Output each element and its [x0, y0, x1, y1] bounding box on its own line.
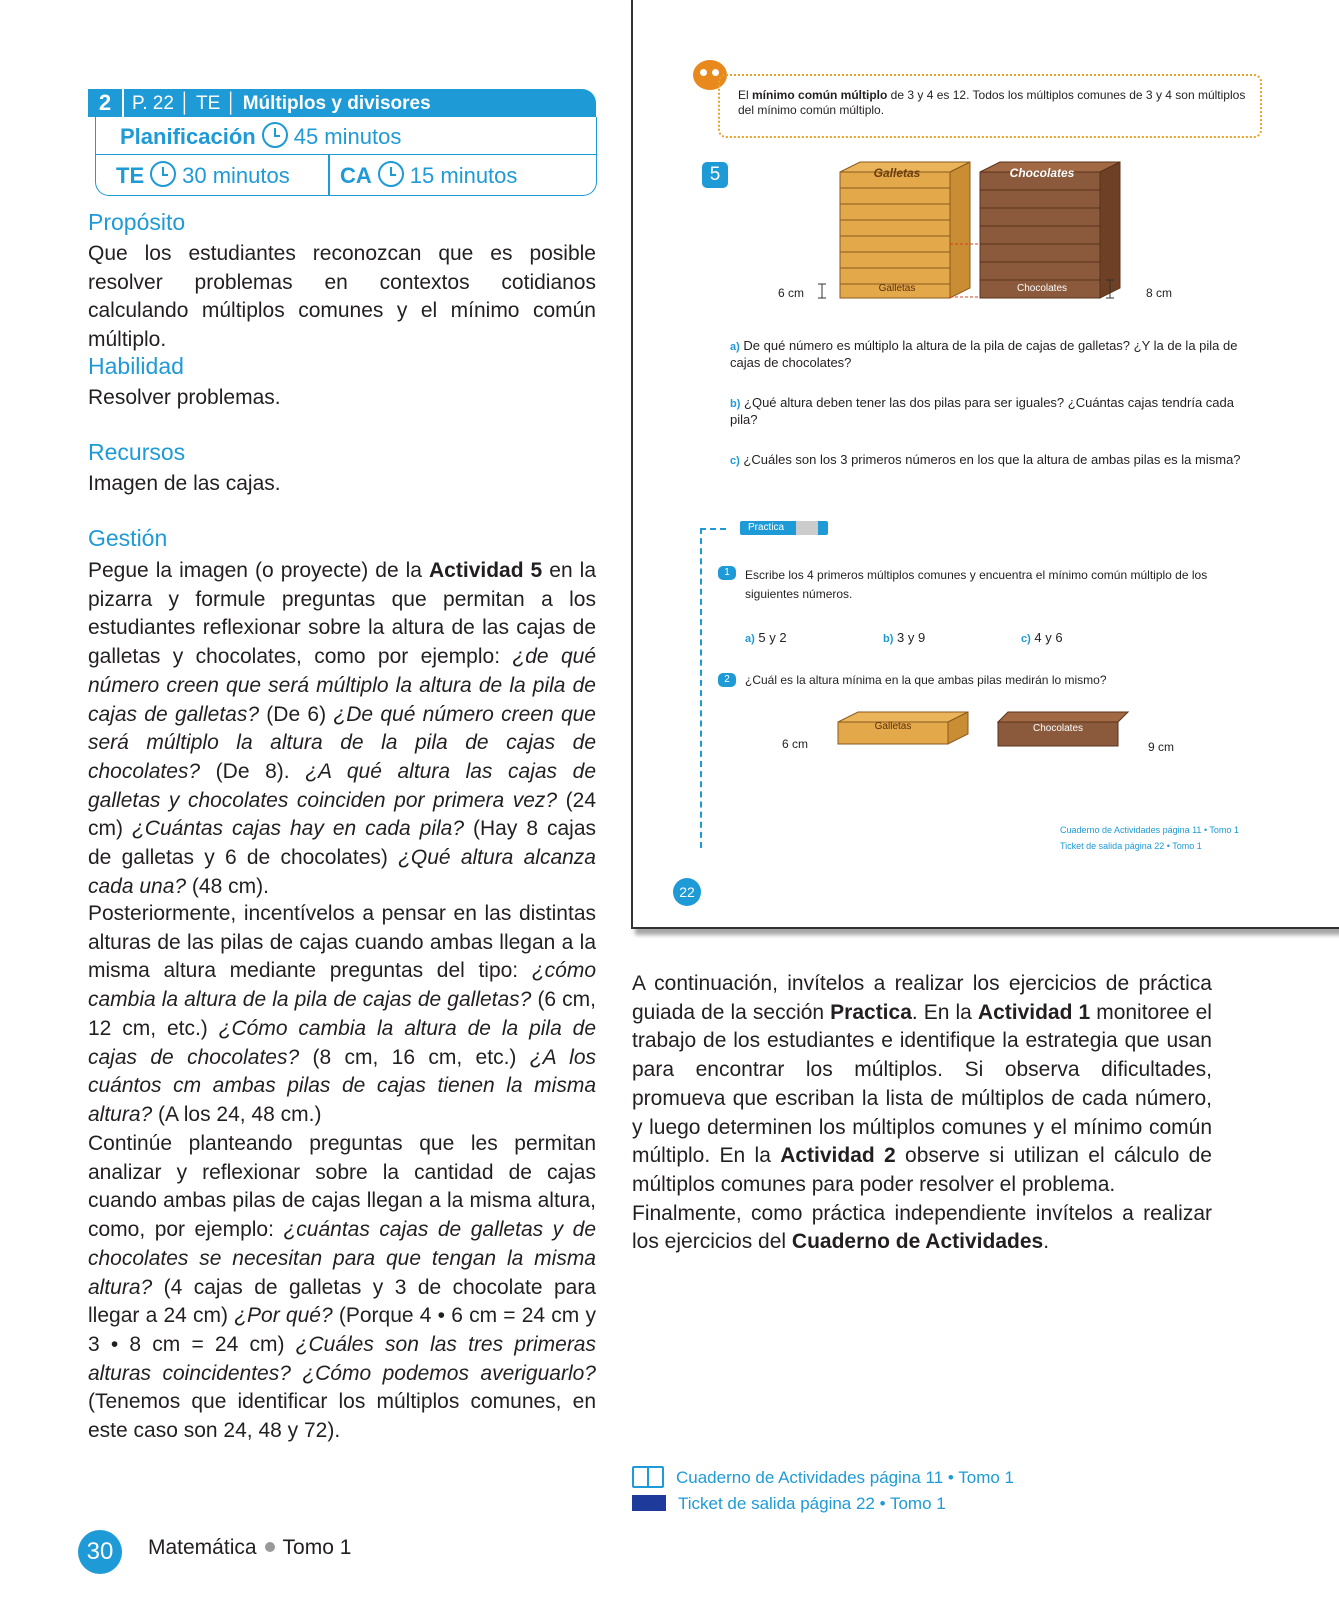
lesson-reference	[132, 93, 431, 115]
right-column-text: A continuación, invítelos a realizar los ejercicios de práctica guiada de la sección Practica. En la Actividad 1 monitoree el trabajo de los estudiantes e identifique la estrategia que usan para encontrar los múltiplos. Si observa dificultades, promueva que escriban la lista de múltiplos de cada número, y luego determinen los múltiplos comunes y el mínimo común múltiplo. En la Actividad 2 observe si utilizan el cálculo de múltiplos comunes para poder resolver el problema. Finalmente, como práctica independiente invítelos a realizar los ejercicios del Cuaderno de Actividades.	[632, 972, 1212, 1254]
footer-label: Matemática Tomo 1	[148, 1536, 352, 1559]
book-icon	[632, 1466, 664, 1488]
reference-cuaderno: Cuaderno de Actividades página 11 • Tomo 1	[632, 1466, 1014, 1488]
ca-time: 15 minutos	[409, 163, 518, 188]
box-stacks-illustration	[760, 160, 1200, 310]
question-b: b) ¿Qué altura deben tener las dos pilas para ser iguales? ¿Cuántas cajas tendría cada pila?	[730, 395, 1234, 427]
gestion-paragraph-2: Posteriormente, incentívelos a pensar en las distintas alturas de las pilas de cajas cuando ambas llegan a la misma altura mediante preguntas del tipo: ¿cómo cambia la altura de la pila de cajas de galletas? (6 cm, 12 cm, etc.) ¿Cómo cambia la altura de la pila de cajas de chocolates? (8 cm, 16 cm, etc.) ¿A los cuántos cm ambas pilas de cajas tienen la misma altura? (A los 24, 48 cm.)	[88, 902, 597, 1126]
divider	[328, 155, 330, 195]
clock-icon	[150, 161, 176, 187]
time-split-row	[96, 155, 596, 195]
planning-row	[96, 117, 596, 155]
recursos-title: Recursos	[88, 439, 186, 465]
gestion-title: Gestión	[88, 525, 168, 551]
ticket-icon	[632, 1495, 666, 1511]
lesson-topic: Múltiplos y divisores	[242, 93, 431, 114]
practica-dashed-line	[700, 528, 726, 530]
proposito-text: Que los estudiantes reconozcan que es posible resolver problemas en contextos cotidianos calculando múltiplos comunes y el mínimo común múltiplo.	[88, 242, 596, 352]
ca-label: CA	[340, 163, 372, 188]
clock-icon	[262, 122, 288, 148]
ex2-chocolates-height: 9 cm	[1148, 740, 1175, 754]
gestion-paragraph-3: Continúe planteando preguntas que les permitan analizar y reflexionar sobre la cantidad de cajas cuando ambas pilas de cajas llegan a la misma altura, como, por ejemplo: ¿cuántas cajas de galletas y de chocolates se necesitan para que tengan la misma altura? (4 cajas de galletas y 3 de chocolate para llegar a 24 cm) ¿Por qué? (Porque 4 • 6 cm = 24 cm y 3 • 8 cm = 24 cm) ¿Cuáles son las tres primeras alturas coincidentes? ¿Cómo podemos averiguarlo? (Tenemos que identificar los múltiplos comunes, en este caso son 24, 48 y 72).	[88, 1132, 596, 1443]
chocolates-stack-title: Chocolates	[1009, 166, 1075, 180]
activity-number-badge: 5	[702, 162, 728, 188]
galletas-height-label: 6 cm	[778, 286, 805, 300]
ex2-chocolates-box-label: Chocolates	[1032, 723, 1084, 734]
page-number: 30	[78, 1530, 122, 1574]
question-a: a) De qué número es múltiplo la altura de la pila de cajas de galletas? ¿Y la de la pila de cajas de chocolates?	[730, 338, 1238, 370]
gestion-paragraph-1: Pegue la imagen (o proyecte) de la Actividad 5 en la pizarra y formule preguntas que permitan a los estudiantes reflexionar sobre la altura de las cajas de galletas y chocolates, como por ejemplo: ¿de qué número creen que será múltiplo la altura de la pila de cajas de galletas? (De 6) ¿De qué número creen que será múltiplo la altura de la pila de cajas de chocolates? (De 8). ¿A qué altura las cajas de galletas y chocolates coinciden por primera vez? (24 cm) ¿Cuántas cajas hay en cada pila? (Hay 8 cajas de galletas y 6 de chocolates) ¿Qué altura alcanza cada una? (48 cm).	[88, 559, 597, 898]
planificacion-time: 45 minutos	[293, 124, 402, 149]
te-time: 30 minutos	[182, 163, 290, 188]
exercise-1-b: b) 3 y 9	[883, 630, 926, 645]
habilidad-text: Resolver problemas.	[88, 386, 281, 409]
practica-pencil-label: Practica	[740, 521, 828, 535]
embedded-page-number: 22	[673, 878, 701, 906]
galletas-stack-title: Galletas	[873, 166, 921, 180]
exercise-2-text: ¿Cuál es la altura mínima en la que ambas pilas medirán lo mismo?	[745, 673, 1107, 687]
planning-box	[95, 117, 597, 196]
galletas-box-label: Galletas	[878, 283, 916, 294]
exercise-2-badge: 2	[718, 673, 736, 687]
ex2-galletas-box-label: Galletas	[874, 721, 912, 732]
embedded-ref-ticket: Ticket de salida página 22 • Tomo 1	[1060, 841, 1202, 851]
exercise-1-c: c) 4 y 6	[1021, 630, 1063, 645]
proposito-title: Propósito	[88, 209, 186, 235]
practica-dashed-line	[700, 528, 704, 848]
exercise-1-badge: 1	[718, 566, 736, 580]
question-c: c) ¿Cuáles son los 3 primeros números en los que la altura de ambas pilas es la misma?	[730, 452, 1241, 467]
planificacion-label: Planificación	[120, 124, 256, 149]
chocolates-box-label: Chocolates	[1016, 283, 1068, 294]
lesson-page-line: P. 22 │ TE │	[132, 93, 238, 114]
embedded-ref-cuaderno: Cuaderno de Actividades página 11 • Tomo 1	[1060, 825, 1239, 835]
lesson-header-bar	[88, 89, 596, 117]
exercise-1-a: a) 5 y 2	[745, 630, 787, 645]
pencil-icon	[796, 521, 818, 535]
bullet-dot	[265, 1542, 275, 1552]
exercise-1-text: Escribe los 4 primeros múltiplos comunes y encuentra el mínimo común múltiplo de los siguientes números.	[745, 568, 1208, 601]
clock-icon	[378, 161, 404, 187]
chocolates-height-label: 8 cm	[1146, 286, 1173, 300]
reference-ticket: Ticket de salida página 22 • Tomo 1	[632, 1494, 946, 1514]
habilidad-title: Habilidad	[88, 353, 184, 379]
te-label: TE	[116, 163, 145, 188]
lesson-number: 2	[88, 89, 124, 117]
recursos-text: Imagen de las cajas.	[88, 472, 281, 495]
note-text: El mínimo común múltiplo de 3 y 4 es 12. Todos los múltiplos comunes de 3 y 4 son múltiplos del mínimo común múltiplo.	[738, 88, 1246, 117]
ex2-galletas-height: 6 cm	[782, 737, 809, 751]
